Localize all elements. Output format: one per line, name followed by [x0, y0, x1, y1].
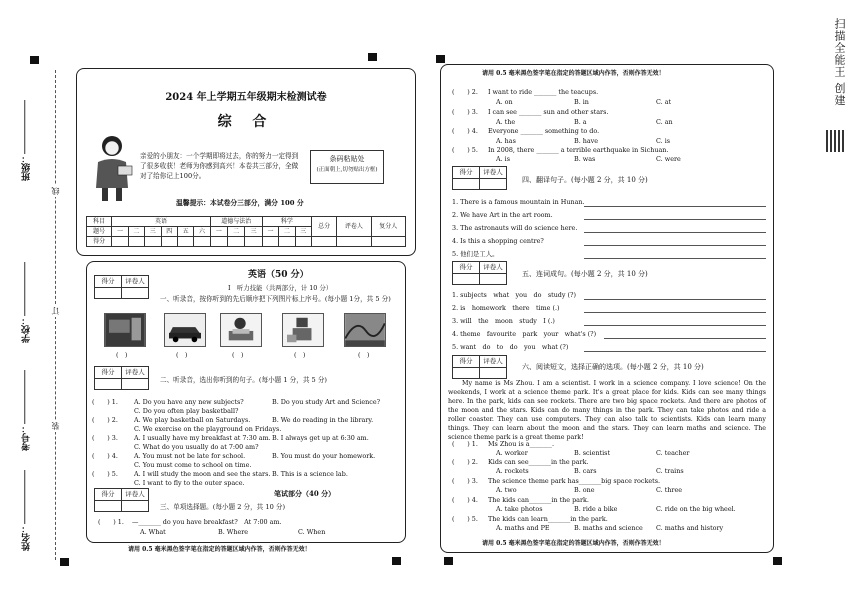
option-c[interactable]: C. When [298, 528, 326, 536]
grader-label: 评卷人 [121, 276, 148, 287]
table-cell: 二 [228, 227, 245, 237]
question-number[interactable]: ( ) 3. [452, 108, 478, 116]
right-header-note: 请用 0.5 毫米黑色签字笔在指定的答题区域内作答，否则作答无效！ [482, 70, 665, 77]
option-a[interactable]: A. two [496, 486, 517, 494]
table-cell: 一 [262, 227, 278, 237]
option-b[interactable]: B. Do you study Art and Science? [272, 398, 381, 406]
option-b[interactable]: B. This is a science lab. [272, 470, 348, 478]
picture-answer-bracket[interactable]: ( ) [116, 351, 128, 359]
option-c[interactable]: C. trains [656, 467, 684, 475]
word-order-item: 4. theme favourite park your what's (?) [452, 330, 597, 338]
translation-item: 4. Is this a shopping centre? [452, 237, 544, 245]
question-number[interactable]: ( ) 4. [452, 127, 478, 135]
translation-item: 3. The astronauts will do science here. [452, 224, 578, 232]
subject-title: 综 合 [217, 114, 275, 130]
table-cell: 四 [161, 227, 177, 237]
score-box[interactable] [452, 355, 507, 379]
option-a[interactable]: A. rockets [496, 467, 529, 475]
score-table [86, 216, 406, 247]
question-number[interactable]: ( ) 3. [452, 477, 478, 485]
option-c[interactable]: C. What do you usually do at 7:00 am? [134, 443, 259, 451]
option-a[interactable]: A. I usually have my breakfast at 7:30 am. [134, 434, 271, 442]
option-b[interactable]: B. ride a bike [574, 505, 618, 513]
exam-number-label: 考号： [22, 424, 32, 451]
option-c[interactable]: C. I want to fly to the outer space. [134, 479, 245, 487]
answer-line[interactable] [584, 258, 766, 259]
option-a[interactable]: A. on [496, 98, 513, 106]
question-stem: The kids can_______in the park. [488, 496, 589, 504]
english-title: 英语（50 分） [248, 270, 309, 280]
registration-mark [60, 558, 69, 566]
right-footer-note: 请用 0.5 毫米黑色签字笔在指定的答题区域内作答，否则作答无效！ [482, 540, 665, 547]
option-c[interactable]: C. an [656, 118, 673, 126]
teacher-illustration-icon [86, 132, 138, 202]
option-b[interactable]: B. cars [574, 467, 597, 475]
option-c[interactable]: C. We exercise on the playground on Fridays. [134, 425, 282, 433]
question-number[interactable]: ( ) 2. [92, 416, 118, 424]
score-box[interactable] [452, 166, 507, 190]
multiple-choice-title: 三、单项选择题。(每小题 2 分，共 10 分) [160, 503, 286, 511]
table-cell: 六 [194, 227, 210, 237]
score-input-cell[interactable] [177, 237, 193, 247]
picture-car-icon [164, 313, 206, 347]
score-label: 得分 [101, 277, 115, 285]
table-cell: 三 [245, 227, 262, 237]
score-input-cell[interactable] [128, 237, 144, 247]
table-cell: 一 [210, 227, 227, 237]
class-label: 班级： [22, 154, 32, 181]
score-label: 得分 [101, 490, 115, 498]
table-cell: 英语 [112, 217, 210, 227]
reading-title: 六、阅读短文，选择正确的选项。(每小题 2 分，共 10 分) [522, 363, 704, 371]
table-cell: 得分 [87, 237, 112, 247]
option-a[interactable]: A. Do you have any new subjects? [134, 398, 244, 406]
option-a[interactable]: A. take photos [496, 505, 543, 513]
registration-mark [436, 55, 445, 63]
picture-answer-bracket[interactable]: ( ) [358, 351, 370, 359]
watermark-text: 扫描全能王 创建 [833, 18, 846, 107]
option-b[interactable]: B. You must do your homework. [272, 452, 376, 460]
table-cell: 三 [295, 227, 311, 237]
score-input-cell[interactable] [145, 237, 161, 247]
option-b[interactable]: B. in [574, 98, 589, 106]
word-order-item: 5. want do to do you what (?) [452, 343, 569, 351]
option-a[interactable]: A. You must not be late for school. [134, 452, 246, 460]
question-number[interactable]: ( ) 1. [92, 398, 118, 406]
question-number[interactable]: ( ) 2. [452, 88, 478, 96]
table-cell: 评卷人 [337, 217, 371, 237]
question-stem: I can see _______ sun and other stars. [488, 108, 609, 116]
cut-word: 装 [51, 422, 60, 430]
registration-mark [392, 557, 401, 565]
picture-rollercoaster-icon [344, 313, 386, 347]
answer-line[interactable] [584, 312, 766, 313]
grader-label: 评卷人 [121, 367, 148, 378]
table-cell: 科学 [262, 217, 311, 227]
option-b[interactable]: B. scientist [574, 449, 611, 457]
option-a[interactable]: A. I will study the moon and see the stars. [134, 470, 271, 478]
school-label: 学校： [22, 316, 32, 343]
option-a[interactable]: A. maths and PE [496, 524, 550, 532]
translation-item: 1. There is a famous mountain in Hunan. [452, 198, 585, 206]
exam-number-field[interactable] [22, 370, 33, 451]
table-cell: 道德与法治 [210, 217, 262, 227]
score-input-cell[interactable] [279, 237, 295, 247]
option-a[interactable]: A. is [496, 155, 511, 163]
question-number[interactable]: ( ) 4. [92, 452, 118, 460]
option-b[interactable]: B. maths and science [574, 524, 643, 532]
score-input-cell[interactable] [112, 237, 128, 247]
picture-robot-icon [282, 313, 324, 347]
left-footer-note: 请用 0.5 毫米黑色签字笔在指定的答题区域内作答，否则作答无效！ [128, 546, 311, 553]
score-box[interactable] [94, 275, 149, 299]
listening-part2-title: 二、听录音，选出你听到的句子。(每小题 1 分，共 5 分) [160, 376, 327, 384]
grader-label: 评卷人 [479, 262, 506, 273]
question-number[interactable]: ( ) 2. [452, 458, 478, 466]
registration-mark [773, 557, 782, 565]
question-stem: The science theme park has_______big space rockets. [488, 477, 661, 485]
score-input-cell[interactable] [245, 237, 262, 247]
listening-title: Ⅰ 听力技能（共两部分，计 10 分） [228, 284, 333, 292]
score-input-cell[interactable] [262, 237, 278, 247]
name-label: 姓名： [22, 524, 32, 551]
word-order-item: 2. is homework there time (.) [452, 304, 560, 312]
table-cell: 二 [279, 227, 295, 237]
score-box[interactable] [94, 488, 149, 512]
registration-mark [444, 557, 453, 565]
option-a[interactable]: A. the [496, 118, 516, 126]
question-stem: I want to ride _______ the teacups. [488, 88, 599, 96]
score-box[interactable] [94, 366, 149, 390]
word-order-item: 3. will the moon study I (.) [452, 317, 555, 325]
notice-text: 温馨提示：本试卷分三部分，满分 100 分 [176, 199, 304, 207]
table-cell: 总分 [311, 217, 336, 237]
option-c[interactable]: C. You must come to school on time. [134, 461, 252, 469]
table-cell: 题号 [87, 227, 112, 237]
score-input-cell[interactable] [311, 237, 336, 247]
registration-mark [368, 53, 377, 61]
option-b[interactable]: B. have [574, 137, 599, 145]
question-stem: Ms Zhou is a_______. [488, 440, 554, 448]
table-cell: 三 [145, 227, 161, 237]
score-input-cell[interactable] [371, 237, 405, 247]
score-label: 得分 [459, 168, 473, 176]
question-number[interactable]: ( ) 5. [452, 515, 478, 523]
table-cell: 五 [177, 227, 193, 237]
score-input-cell[interactable] [295, 237, 311, 247]
question-number[interactable]: ( ) 5. [452, 146, 478, 154]
grader-label: 评卷人 [121, 489, 148, 500]
question-number[interactable]: ( ) 1. [452, 440, 478, 448]
barcode-label: 条码粘贴处 [329, 155, 365, 163]
grader-label: 评卷人 [479, 167, 506, 178]
option-c[interactable]: C. three [656, 486, 683, 494]
reading-passage: My name is Ms Zhou. I am a scientist. I work in a science company. I love science! On the weekends, I work at a science theme park. It's a great place for kids. Kids can see many things here. In the park, kids can see rockets. There are two big space rockets. And there are photos of the moon and the stars. Kids can do many things in the park. They can take photos and ride a roller coaster. They can use computers. They can also talk to scientists. Kids can learn many things. They can learn about the moon and the stars. They can learn maths and science. The science theme park is a great theme park! [448, 380, 766, 441]
exam-title: 2024 年上学期五年级期末检测试卷 [165, 92, 327, 103]
question-stem: Kids can see_______in the park. [488, 458, 589, 466]
answer-line[interactable] [584, 351, 766, 352]
picture-answer-bracket[interactable]: ( ) [294, 351, 306, 359]
answer-line[interactable] [584, 206, 766, 207]
question-stem: —_______ do you have breakfast? At 7:00 am. [132, 518, 282, 526]
score-input-cell[interactable] [337, 237, 371, 247]
written-part-title: 笔试部分（40 分） [274, 489, 336, 498]
option-b[interactable]: B. We do reading in the library. [272, 416, 374, 424]
school-field[interactable] [22, 262, 33, 343]
class-field[interactable] [22, 100, 33, 181]
option-b[interactable]: B. a [574, 118, 587, 126]
option-a[interactable]: A. worker [496, 449, 528, 457]
cut-word: 订 [51, 307, 60, 315]
option-c[interactable]: C. were [656, 155, 681, 163]
question-stem: Everyone _______ something to do. [488, 127, 600, 135]
option-a[interactable]: A. What [140, 528, 166, 536]
grader-label: 评卷人 [479, 356, 506, 367]
option-c[interactable]: C. at [656, 98, 672, 106]
picture-classroom-icon [104, 313, 146, 347]
picture-answer-bracket[interactable]: ( ) [176, 351, 188, 359]
word-order-title: 五、连词成句。(每小题 2 分，共 10 分) [522, 270, 648, 278]
barcode-sublabel: (正面朝上,切勿贴出方框) [316, 166, 378, 173]
translation-item: 2. We have Art in the art room. [452, 211, 553, 219]
option-b[interactable]: B. Where [218, 528, 249, 536]
option-c[interactable]: C. ride on the big wheel. [656, 505, 736, 513]
option-a[interactable]: A. We play basketball on Saturdays. [134, 416, 251, 424]
question-number[interactable]: ( ) 1. [98, 518, 124, 526]
score-label: 得分 [459, 357, 473, 365]
listening-part1-title: 一、听录音，按你听到的先后顺序把下列图片标上序号。(每小题 1分，共 5 分) [160, 295, 391, 303]
question-number[interactable]: ( ) 5. [92, 470, 118, 478]
option-b[interactable]: B. I always get up at 6:30 am. [272, 434, 369, 442]
question-stem: The kids can learn_______in the park. [488, 515, 608, 523]
table-cell: 二 [128, 227, 144, 237]
score-input-cell[interactable] [194, 237, 210, 247]
score-label: 得分 [459, 263, 473, 271]
answer-line[interactable] [584, 232, 766, 233]
option-c[interactable]: C. Do you often play basketball? [134, 407, 239, 415]
picture-reading-kid-icon [220, 313, 262, 347]
question-stem: In 2008, there _______ a terrible earthquake in Sichuan. [488, 146, 669, 154]
barcode-area [310, 150, 384, 184]
question-number[interactable]: ( ) 3. [92, 434, 118, 442]
word-order-item: 1. subjects what you do study (?) [452, 291, 576, 299]
translation-title: 四、翻译句子。(每小题 2 分，共 10 分) [522, 176, 648, 184]
answer-line[interactable] [584, 245, 766, 246]
option-a[interactable]: A. has [496, 137, 516, 145]
answer-line[interactable] [604, 338, 766, 339]
score-box[interactable] [452, 261, 507, 285]
option-b[interactable]: B. one [574, 486, 595, 494]
table-cell: 科目 [87, 217, 112, 227]
option-c[interactable]: C. teacher [656, 449, 690, 457]
name-field[interactable] [22, 470, 33, 551]
intro-text: 亲爱的小朋友：一个学期即将过去，你的努力一定得到了很多收获！老师为你感到高兴！本卷共三部分，全做对了给你记上100分。 [140, 152, 299, 181]
question-number[interactable]: ( ) 4. [452, 496, 478, 504]
score-input-cell[interactable] [161, 237, 177, 247]
answer-line[interactable] [584, 299, 766, 300]
registration-mark [30, 56, 39, 64]
option-c[interactable]: C. maths and history [656, 524, 724, 532]
cut-word: 线 [51, 187, 60, 195]
option-c[interactable]: C. is [656, 137, 671, 145]
answer-line[interactable] [584, 325, 766, 326]
score-label: 得分 [101, 368, 115, 376]
qr-code-icon [826, 130, 846, 152]
score-input-cell[interactable] [228, 237, 245, 247]
picture-answer-bracket[interactable]: ( ) [232, 351, 244, 359]
answer-line[interactable] [584, 219, 766, 220]
score-input-cell[interactable] [210, 237, 227, 247]
table-cell: 复分人 [371, 217, 405, 237]
table-cell: 一 [112, 227, 128, 237]
translation-item: 5. 他们是工人。 [452, 250, 499, 258]
option-b[interactable]: B. was [574, 155, 596, 163]
